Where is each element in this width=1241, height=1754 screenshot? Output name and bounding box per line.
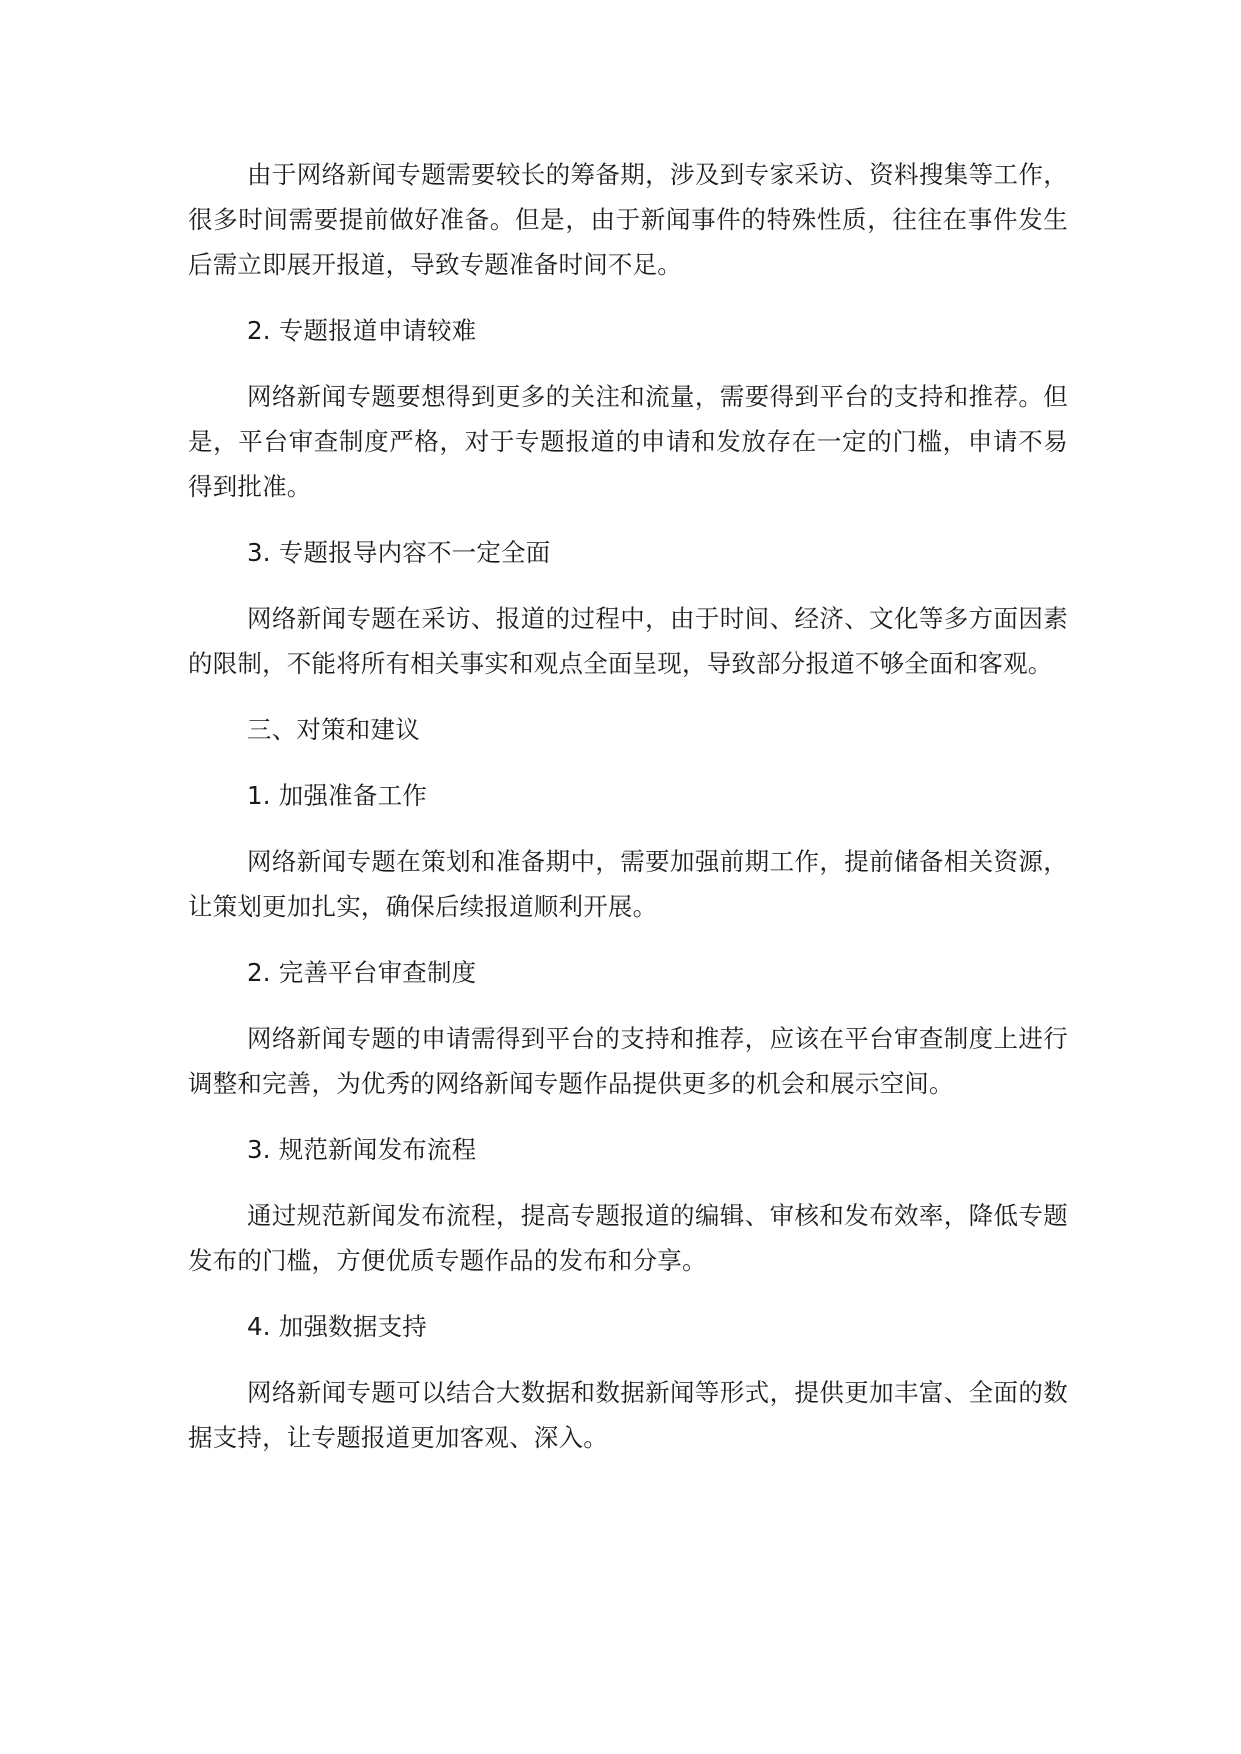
paragraph-strengthen-preparation: 网络新闻专题在策划和准备期中，需要加强前期工作，提前储备相关资源，让策划更加扎实，确保后续报道顺利开展。 <box>188 847 1068 921</box>
paragraph-data-support: 网络新闻专题可以结合大数据和数据新闻等形式，提供更加丰富、全面的数据支持，让专题报道更加客观、深入。 <box>188 1378 1068 1452</box>
heading-improve-review-system: 2. 完善平台审查制度 <box>247 958 477 987</box>
heading-data-support: 4. 加强数据支持 <box>247 1312 427 1341</box>
heading-standardize-publishing: 3. 规范新闻发布流程 <box>247 1135 477 1164</box>
heading-application-difficulty: 2. 专题报道申请较难 <box>247 316 477 345</box>
heading-content-incomplete: 3. 专题报导内容不一定全面 <box>247 538 551 567</box>
paragraph-standardize-publishing: 通过规范新闻发布流程，提高专题报道的编辑、审核和发布效率，降低专题发布的门槛，方便优质专题作品的发布和分享。 <box>188 1201 1068 1275</box>
section-heading-countermeasures: 三、对策和建议 <box>247 715 420 744</box>
paragraph-application-difficulty: 网络新闻专题要想得到更多的关注和流量，需要得到平台的支持和推荐。但是，平台审查制度严格，对于专题报道的申请和发放存在一定的门槛，申请不易得到批准。 <box>188 382 1068 501</box>
heading-strengthen-preparation: 1. 加强准备工作 <box>247 781 427 810</box>
paragraph-content-incomplete: 网络新闻专题在采访、报道的过程中，由于时间、经济、文化等多方面因素的限制，不能将所有相关事实和观点全面呈现，导致部分报道不够全面和客观。 <box>188 604 1068 678</box>
paragraph-preparation-time: 由于网络新闻专题需要较长的筹备期，涉及到专家采访、资料搜集等工作，很多时间需要提前做好准备。但是，由于新闻事件的特殊性质，往往在事件发生后需立即展开报道，导致专题准备时间不足。 <box>188 160 1068 279</box>
paragraph-improve-review-system: 网络新闻专题的申请需得到平台的支持和推荐，应该在平台审查制度上进行调整和完善，为优秀的网络新闻专题作品提供更多的机会和展示空间。 <box>188 1024 1068 1098</box>
document-body <box>188 152 1068 1460</box>
